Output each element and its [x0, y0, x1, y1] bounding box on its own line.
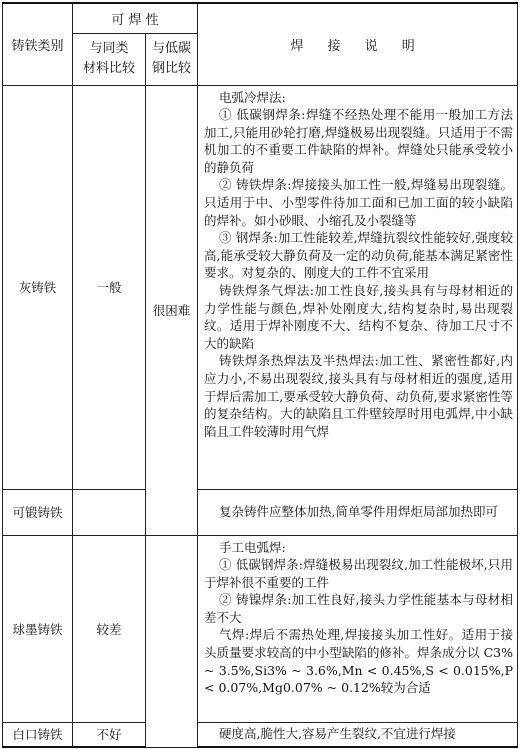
note-paragraph: 铸铁焊条气焊法:加工性良好,接头具有与母材相近的力学性能与颜色,焊补处刚度大,结构复杂时,易出现裂纹。适用于焊补刚度不大、结构不复杂、待加工尺寸不大的缺陷: [204, 283, 514, 351]
note-paragraph: 复杂铸件应整体加热,简单零件用焊炬局部加热即可: [219, 504, 498, 520]
row-type-malleable-iron: 可锻铸铁: [3, 489, 73, 535]
note-paragraph: ② 铸铁焊条:焊接接头加工性一般,焊缝易出现裂缝。只适用于中、小型零件待加工面和已加工面的较小缺陷的焊补。如小砂眼、小缩孔及小裂缝等: [204, 177, 514, 228]
header-weldability: 可 焊 性: [73, 3, 198, 33]
gray-iron-vs-same: 一般: [73, 85, 146, 489]
row-type-ductile-iron: 球墨铸铁: [3, 535, 73, 722]
note-paragraph: 气焊:焊后不需热处理,焊接接头加工性好。适用于接头质量要求较高的中小型缺陷的修补。焊条成分以 C3% ~ 3.5%,Si3% ~ 3.6%,Mn < 0.45%,S < 0.015%,P < 0.07%,Mg0.07% ~ 0.12%较为合适: [204, 627, 514, 696]
note-paragraph: ① 低碳钢焊条:焊缝极易出现裂纹,加工性能极坏,只用于焊补很不重要的工件: [204, 557, 514, 590]
cast-iron-welding-table: [2, 2, 518, 748]
note-paragraph: ③ 钢焊条:加工性能较差,焊缝抗裂纹性能较好,强度较高,能承受较大静负荷及一定的动负荷,能基本满足紧密性要求。对复杂的、刚度大的工件不宜采用: [204, 230, 514, 281]
low-carbon-rating: 很困难: [146, 85, 198, 535]
white-iron-notes: [198, 722, 518, 747]
white-iron-vs-same: 不好: [73, 722, 146, 747]
header-vs-low-carbon-steel: 与低碳 钢比较: [146, 33, 198, 85]
note-paragraph: ② 铸镍焊条:加工性良好,接头力学性能基本与母材相差不大: [204, 592, 514, 625]
header-cast-iron-type: 铸铁类别: [3, 3, 73, 85]
row-type-white-iron: 白口铸铁: [3, 722, 73, 747]
header-welding-notes: 焊 接 说 明: [198, 3, 518, 85]
ductile-iron-notes: [198, 535, 518, 722]
note-paragraph: 电弧冷焊法:: [219, 89, 286, 105]
malleable-iron-vs-same: [73, 489, 146, 535]
header-vs-same-material: 与同类 材料比较: [73, 33, 146, 85]
gray-iron-notes: [198, 85, 518, 489]
note-paragraph: 硬度高,脆性大,容易产生裂纹,不宜进行焊接: [219, 726, 456, 742]
ductile-iron-vs-same: 较差: [73, 535, 146, 722]
note-paragraph: 手工电弧焊:: [219, 539, 286, 555]
row-type-gray-iron: 灰铸铁: [3, 85, 73, 489]
low-carbon-empty: [146, 535, 198, 747]
note-paragraph: 铸铁焊条热焊法及半热焊法:加工性、紧密性都好,内应力小,不易出现裂纹,接头具有与母材相近的强度,适用于焊后需加工,要承受较大静负荷、动负荷,要求紧密性等的复杂结构。大的缺陷且工件壁较厚时用电弧焊,中小缺陷且工件较薄时用气焊: [204, 353, 514, 439]
note-paragraph: ① 低碳钢焊条:焊缝不经热处理不能用一般加工方法加工,只能用砂轮打磨,焊缝极易出现裂缝。只适用于不需机加工的不重要工件缺陷的焊补。焊缝处只能承受较小的静负荷: [204, 107, 514, 175]
malleable-iron-notes: [198, 489, 518, 535]
